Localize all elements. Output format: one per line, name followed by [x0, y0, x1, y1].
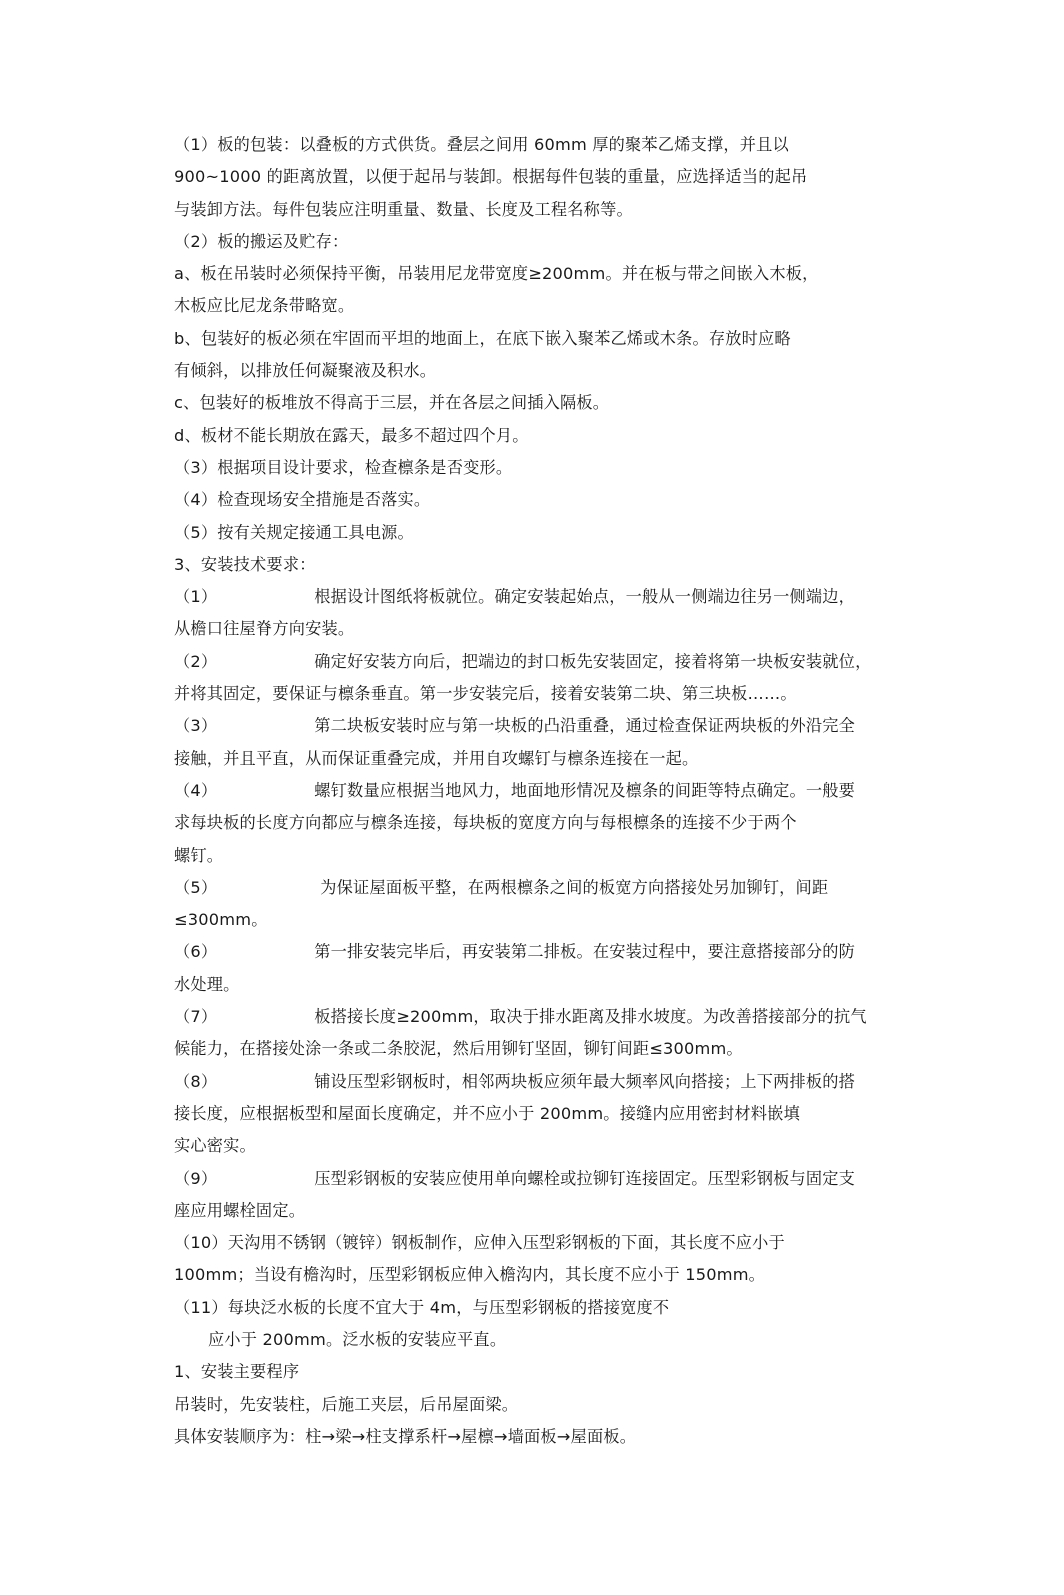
- item-number: （6）: [174, 942, 218, 962]
- numbered-item: （8） 铺设压型彩钢板时，相邻两块板应须年最大频率风向搭接；上下两排板的搭: [174, 1071, 856, 1091]
- text-line: c、包装好的板堆放不得高于三层，并在各层之间插入隔板。: [174, 393, 610, 413]
- section-heading: 3、安装技术要求：: [174, 554, 316, 574]
- item-number: （4）: [174, 780, 218, 800]
- text-line: a、板在吊装时必须保持平衡，吊装用尼龙带宽度≥200mm。并在板与带之间嵌入木板，: [174, 264, 819, 284]
- text-line: 100mm；当设有檐沟时，压型彩钢板应伸入檐沟内，其长度不应小于 150mm。: [174, 1265, 766, 1285]
- numbered-item: （5） 为保证屋面板平整，在两根檩条之间的板宽方向搭接处另加铆钉，间距: [174, 877, 829, 897]
- item-number: （3）: [174, 716, 218, 736]
- numbered-item: （4） 螺钉数量应根据当地风力，地面地形情况及檩条的间距等特点确定。一般要: [174, 780, 856, 800]
- text-line: 木板应比尼龙条带略宽。: [174, 296, 355, 316]
- text-line: 接长度，应根据板型和屋面长度确定，并不应小于 200mm。接缝内应用密封材料嵌填: [174, 1103, 800, 1123]
- text-line: （2）板的搬运及贮存：: [174, 231, 349, 251]
- text-line: 求每块板的长度方向都应与檩条连接，每块板的宽度方向与每根檩条的连接不少于两个: [174, 813, 797, 833]
- text-line: （1）板的包装：以叠板的方式供货。叠层之间用 60mm 厚的聚苯乙烯支撑，并且以: [174, 135, 789, 154]
- item-number: （1）: [174, 587, 218, 607]
- text-line: 吊装时，先安装柱，后施工夹层，后吊屋面梁。: [174, 1394, 519, 1414]
- item-number: （8）: [174, 1071, 218, 1091]
- item-number: （5）: [174, 877, 218, 897]
- text-line: 应小于 200mm。泛水板的安装应平直。: [208, 1329, 507, 1349]
- text-line: 接触，并且平直，从而保证重叠完成，并用自攻螺钉与檩条连接在一起。: [174, 748, 699, 768]
- document-body: [174, 129, 884, 1453]
- numbered-item: （3） 第二块板安装时应与第一块板的凸沿重叠，通过检查保证两块板的外沿完全: [174, 716, 856, 736]
- text-line: （10）天沟用不锈钢（镀锌）钢板制作，应伸入压型彩钢板的下面，其长度不应小于: [174, 1233, 785, 1253]
- numbered-item: （7） 板搭接长度≥200mm，取决于排水距离及排水坡度。为改善搭接部分的抗气: [174, 1007, 867, 1027]
- text-line: 从檐口往屋脊方向安装。: [174, 619, 355, 639]
- text-line: （3）根据项目设计要求，检查檩条是否变形。: [174, 457, 513, 477]
- text-line: 实心密实。: [174, 1136, 256, 1156]
- text-line: （11）每块泛水板的长度不宜大于 4m，与压型彩钢板的搭接宽度不: [174, 1297, 670, 1317]
- text-line: 有倾斜，以排放任何凝聚液及积水。: [174, 361, 437, 381]
- section-heading: 1、安装主要程序: [174, 1362, 300, 1382]
- text-line: 水处理。: [174, 974, 240, 994]
- text-line: ≤300mm。: [174, 910, 268, 930]
- numbered-item: （1） 根据设计图纸将板就位。确定安装起始点，一般从一侧端边往另一侧端边，: [174, 587, 856, 607]
- text-line: 螺钉。: [174, 845, 224, 865]
- numbered-item: （2） 确定好安装方向后，把端边的封口板先安装固定，接着将第一块板安装就位，: [174, 651, 872, 671]
- text-line: b、包装好的板必须在牢固而平坦的地面上，在底下嵌入聚苯乙烯或木条。存放时应略: [174, 328, 791, 348]
- text-line: 与装卸方法。每件包装应注明重量、数量、长度及工程名称等。: [174, 199, 633, 219]
- text-line: （5）按有关规定接通工具电源。: [174, 522, 414, 542]
- numbered-item: （9） 压型彩钢板的安装应使用单向螺栓或拉铆钉连接固定。压型彩钢板与固定支: [174, 1168, 856, 1188]
- text-line: （4）检查现场安全措施是否落实。: [174, 490, 431, 510]
- text-line: 900~1000 的距离放置，以便于起吊与装卸。根据每件包装的重量，应选择适当的起吊: [174, 167, 808, 187]
- text-line: 并将其固定，要保证与檩条垂直。第一步安装完后，接着安装第二块、第三块板……。: [174, 684, 797, 704]
- text-line: 候能力，在搭接处涂一条或二条胶泥，然后用铆钉坚固，铆钉间距≤300mm。: [174, 1039, 743, 1059]
- item-number: （2）: [174, 651, 218, 671]
- numbered-item: （6） 第一排安装完毕后，再安装第二排板。在安装过程中，要注意搭接部分的防: [174, 942, 856, 962]
- text-line: 具体安装顺序为：柱→梁→柱支撑系杆→屋檩→墙面板→屋面板。: [174, 1426, 637, 1446]
- item-number: （9）: [174, 1168, 218, 1188]
- text-line: 座应用螺栓固定。: [174, 1200, 306, 1220]
- text-line: d、板材不能长期放在露天，最多不超过四个月。: [174, 425, 529, 445]
- item-number: （7）: [174, 1007, 218, 1027]
